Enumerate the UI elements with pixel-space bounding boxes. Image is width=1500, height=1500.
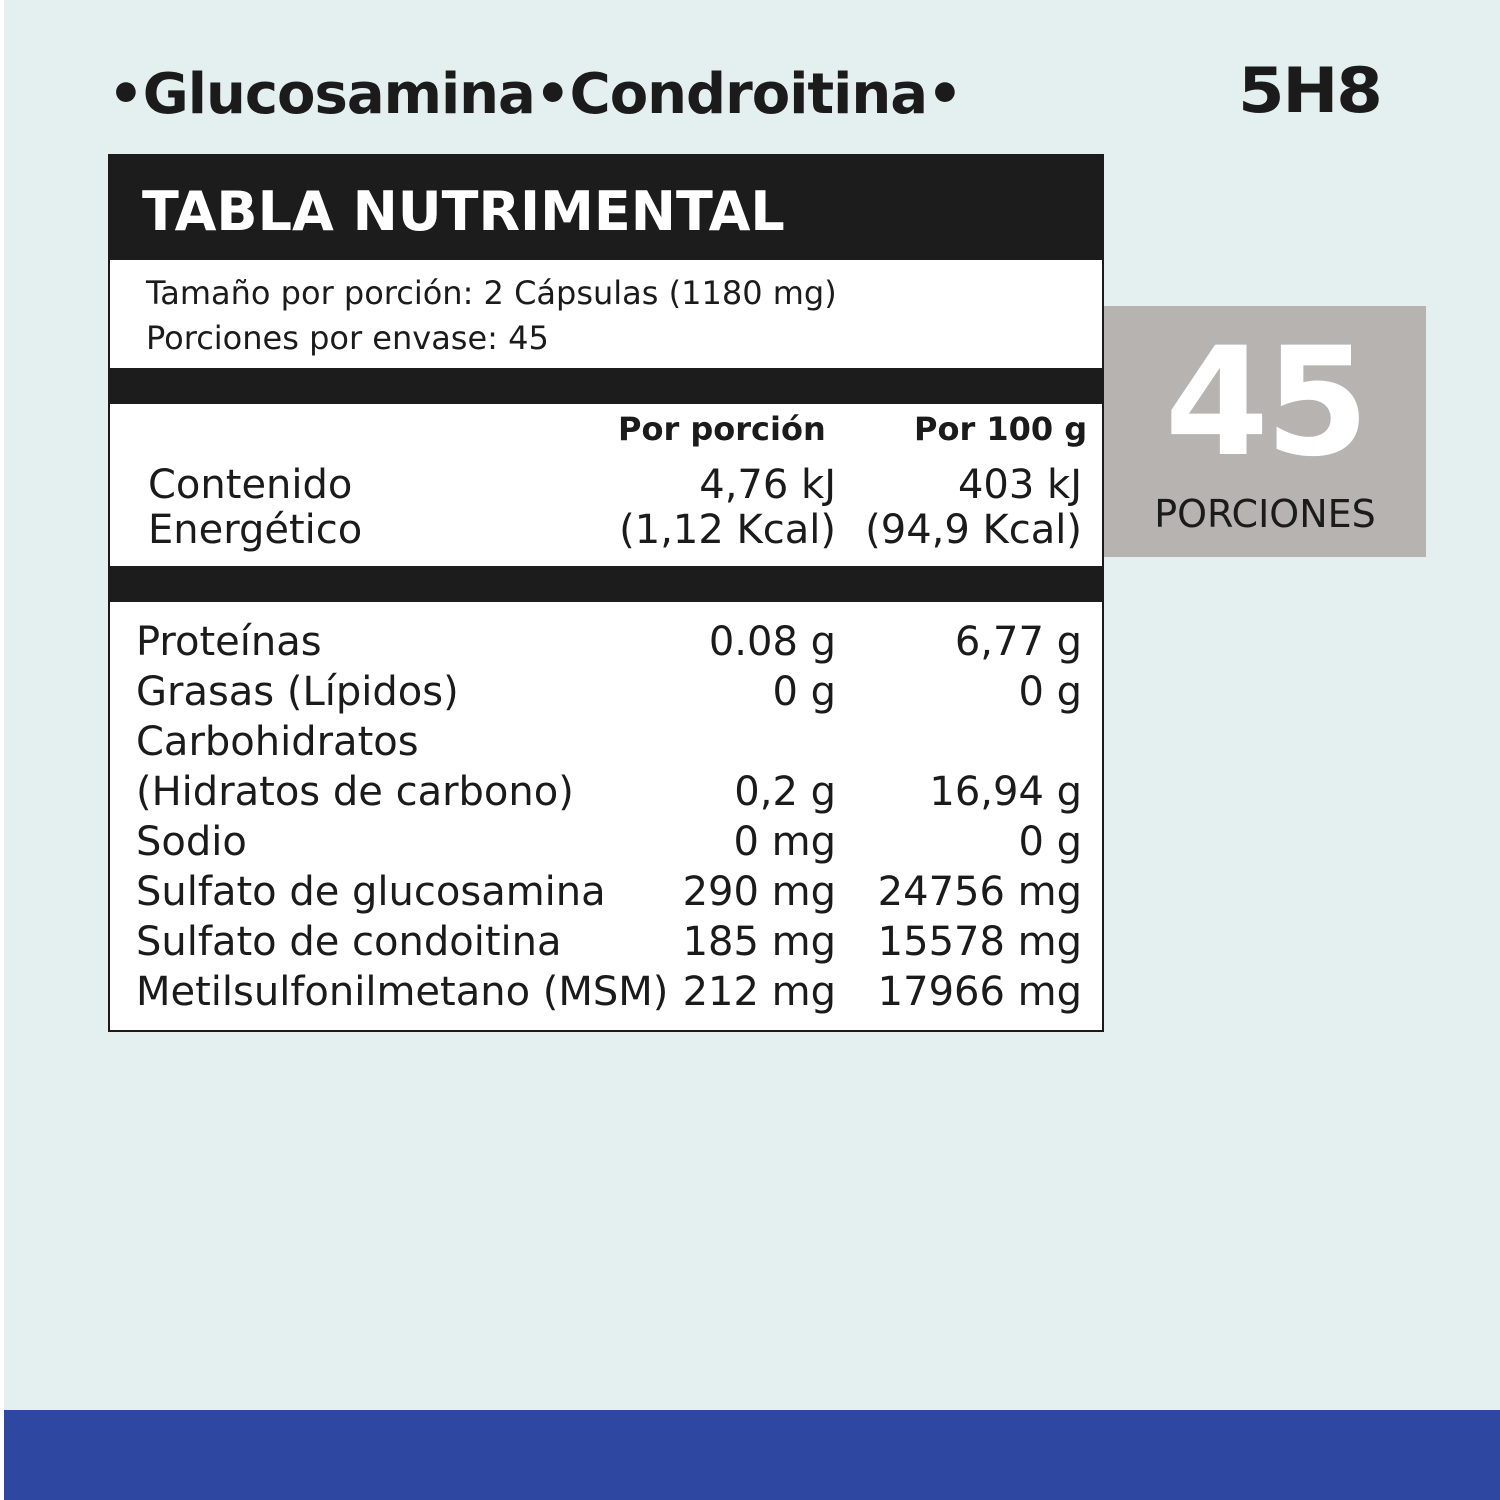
footer-band bbox=[4, 1410, 1500, 1500]
product-title: •Glucosamina•Condroitina• bbox=[108, 62, 962, 127]
nutrient-per-serving: 212 mg bbox=[682, 969, 836, 1015]
portions-label: PORCIONES bbox=[1154, 492, 1376, 536]
column-header-per-serving: Por porción bbox=[618, 410, 826, 448]
energy-label-line1: Contenido bbox=[148, 462, 353, 508]
nutrient-name: Sodio bbox=[136, 819, 247, 865]
nutrient-per-serving: 0,2 g bbox=[734, 769, 836, 815]
nutrient-row bbox=[110, 869, 1102, 919]
nutrient-name: Proteínas bbox=[136, 619, 322, 665]
nutrient-row bbox=[110, 969, 1102, 1019]
nutrient-per-100g: 24756 mg bbox=[877, 869, 1082, 915]
nutrient-row bbox=[110, 719, 1102, 769]
nutrient-name: Grasas (Lípidos) bbox=[136, 669, 459, 715]
serving-size: Tamaño por porción: 2 Cápsulas (1180 mg) bbox=[146, 274, 837, 312]
nutrient-per-serving: 185 mg bbox=[682, 919, 836, 965]
servings-per-container: Porciones por envase: 45 bbox=[146, 319, 549, 357]
nutrient-name: Metilsulfonilmetano (MSM) bbox=[136, 969, 669, 1015]
nutrient-row bbox=[110, 669, 1102, 719]
nutrient-per-100g: 16,94 g bbox=[929, 769, 1082, 815]
nutrient-per-serving: 0.08 g bbox=[708, 619, 836, 665]
nutrition-table bbox=[108, 154, 1104, 1032]
nutrient-per-100g: 0 g bbox=[1018, 819, 1082, 865]
nutrient-per-100g: 6,77 g bbox=[954, 619, 1082, 665]
energy-per-100g-kcal: (94,9 Kcal) bbox=[865, 507, 1082, 553]
nutrient-per-100g: 17966 mg bbox=[877, 969, 1082, 1015]
nutrient-per-serving: 0 mg bbox=[733, 819, 836, 865]
nutrient-per-100g: 15578 mg bbox=[877, 919, 1082, 965]
nutrient-row bbox=[110, 769, 1102, 819]
nutrient-name: Carbohidratos bbox=[136, 719, 419, 765]
nutrition-table-title: TABLA NUTRIMENTAL bbox=[142, 180, 785, 243]
nutrient-name: (Hidratos de carbono) bbox=[136, 769, 574, 815]
energy-per-serving-kj: 4,76 kJ bbox=[699, 462, 836, 508]
divider-bar bbox=[110, 368, 1102, 404]
page-left-edge bbox=[0, 0, 4, 1500]
divider-bar bbox=[110, 566, 1102, 602]
nutrient-per-serving: 290 mg bbox=[682, 869, 836, 915]
energy-label-line2: Energético bbox=[148, 507, 363, 553]
nutrient-name: Sulfato de glucosamina bbox=[136, 869, 606, 915]
nutrient-row bbox=[110, 919, 1102, 969]
portions-number: 45 bbox=[1164, 316, 1366, 490]
nutrient-row bbox=[110, 619, 1102, 669]
nutrition-table-header bbox=[110, 156, 1102, 260]
nutrient-row bbox=[110, 819, 1102, 869]
nutrient-per-serving: 0 g bbox=[772, 669, 836, 715]
energy-per-100g-kj: 403 kJ bbox=[957, 462, 1082, 508]
nutrient-per-100g: 0 g bbox=[1018, 669, 1082, 715]
brand-logo: 5H8 bbox=[1238, 54, 1381, 127]
energy-per-serving-kcal: (1,12 Kcal) bbox=[619, 507, 836, 553]
column-header-per-100g: Por 100 g bbox=[914, 410, 1088, 448]
nutrient-name: Sulfato de condoitina bbox=[136, 919, 562, 965]
portions-badge bbox=[1104, 306, 1426, 557]
